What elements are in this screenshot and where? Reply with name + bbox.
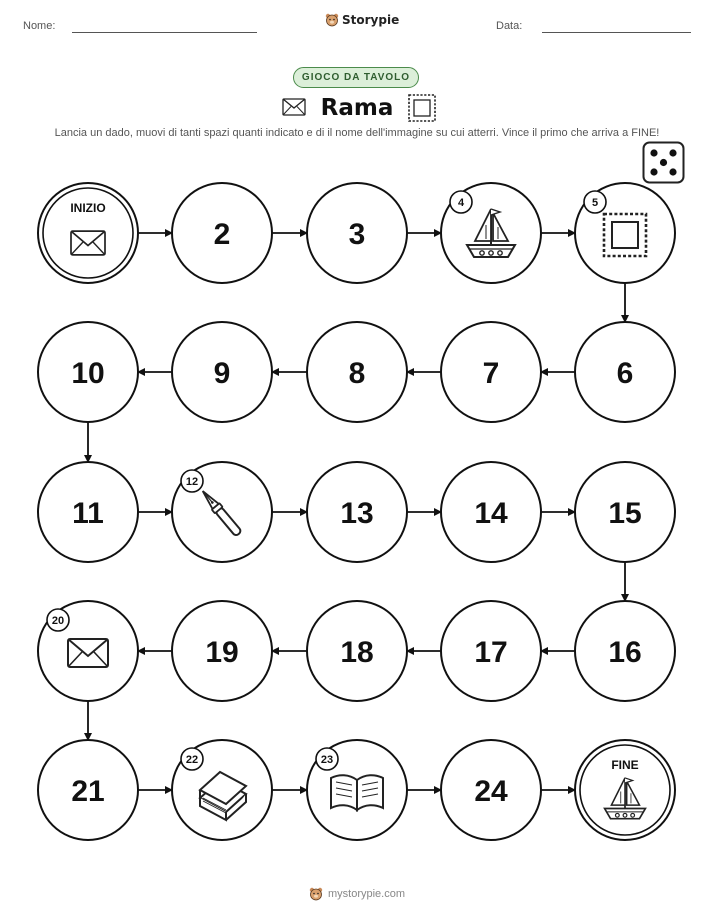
space-number: 5 bbox=[591, 197, 599, 209]
board-space[interactable] bbox=[38, 462, 138, 562]
footer-url: mystorypie.com bbox=[327, 888, 406, 900]
name-label: Nome: bbox=[23, 20, 56, 32]
board-space[interactable] bbox=[172, 462, 272, 562]
board-space[interactable] bbox=[172, 322, 272, 422]
space-number: 12 bbox=[185, 476, 199, 488]
space-number: 23 bbox=[320, 754, 334, 766]
board-space[interactable] bbox=[441, 322, 541, 422]
stamp-icon bbox=[604, 214, 646, 256]
category-badge: GIOCO DA TAVOLO bbox=[293, 67, 419, 88]
space-number: 13 bbox=[340, 497, 374, 530]
board-space[interactable] bbox=[172, 740, 272, 840]
board-space[interactable] bbox=[575, 462, 675, 562]
space-number: 24 bbox=[474, 775, 508, 808]
board-space[interactable] bbox=[307, 322, 407, 422]
instructions-text: Lancia un dado, muovi di tanti spazi quanti indicato e di il nome dell'immagine su cui atterri. Vince il primo che arriva a FINE! bbox=[54, 127, 660, 139]
footer bbox=[0, 887, 714, 901]
space-number: 9 bbox=[213, 357, 231, 390]
space-number: 15 bbox=[608, 497, 642, 530]
board-space[interactable] bbox=[575, 601, 675, 701]
space-number: 2 bbox=[213, 218, 231, 251]
board-space[interactable] bbox=[575, 322, 675, 422]
space-number: 4 bbox=[457, 197, 465, 209]
board-space[interactable] bbox=[38, 740, 138, 840]
start-label: INIZIO bbox=[70, 201, 106, 215]
board-space[interactable] bbox=[38, 601, 138, 701]
space-number: 6 bbox=[616, 357, 634, 390]
page-title: Rama bbox=[320, 95, 394, 121]
board-space[interactable] bbox=[441, 183, 541, 283]
board-space[interactable] bbox=[307, 183, 407, 283]
space-number: 14 bbox=[474, 497, 508, 530]
board-space[interactable] bbox=[575, 183, 675, 283]
board-space[interactable] bbox=[575, 740, 675, 840]
board-space[interactable] bbox=[38, 322, 138, 422]
board-space[interactable] bbox=[441, 462, 541, 562]
space-number: 7 bbox=[482, 357, 500, 390]
space-number: 21 bbox=[71, 775, 105, 808]
board-space[interactable] bbox=[441, 740, 541, 840]
board-space[interactable] bbox=[307, 462, 407, 562]
space-number: 8 bbox=[348, 357, 366, 390]
board-space[interactable] bbox=[38, 183, 138, 283]
space-number: 22 bbox=[185, 754, 199, 766]
finish-label: FINE bbox=[611, 758, 639, 772]
space-number: 17 bbox=[474, 636, 508, 669]
board-space[interactable] bbox=[307, 601, 407, 701]
envelope-icon bbox=[68, 639, 108, 667]
space-number: 20 bbox=[51, 615, 65, 627]
board-space[interactable] bbox=[172, 601, 272, 701]
date-label: Data: bbox=[496, 20, 523, 32]
space-number: 16 bbox=[608, 636, 642, 669]
bear-mascot-icon bbox=[309, 887, 323, 901]
open-book-icon bbox=[331, 775, 383, 810]
space-number: 18 bbox=[340, 636, 374, 669]
space-number: 3 bbox=[348, 218, 366, 251]
space-number: 10 bbox=[71, 357, 105, 390]
board-space[interactable] bbox=[441, 601, 541, 701]
board-space[interactable] bbox=[172, 183, 272, 283]
brand-name: Storypie bbox=[342, 13, 400, 27]
board-space[interactable] bbox=[307, 740, 407, 840]
envelope-icon bbox=[71, 231, 105, 255]
space-number: 11 bbox=[72, 497, 104, 530]
space-number: 19 bbox=[205, 636, 239, 669]
